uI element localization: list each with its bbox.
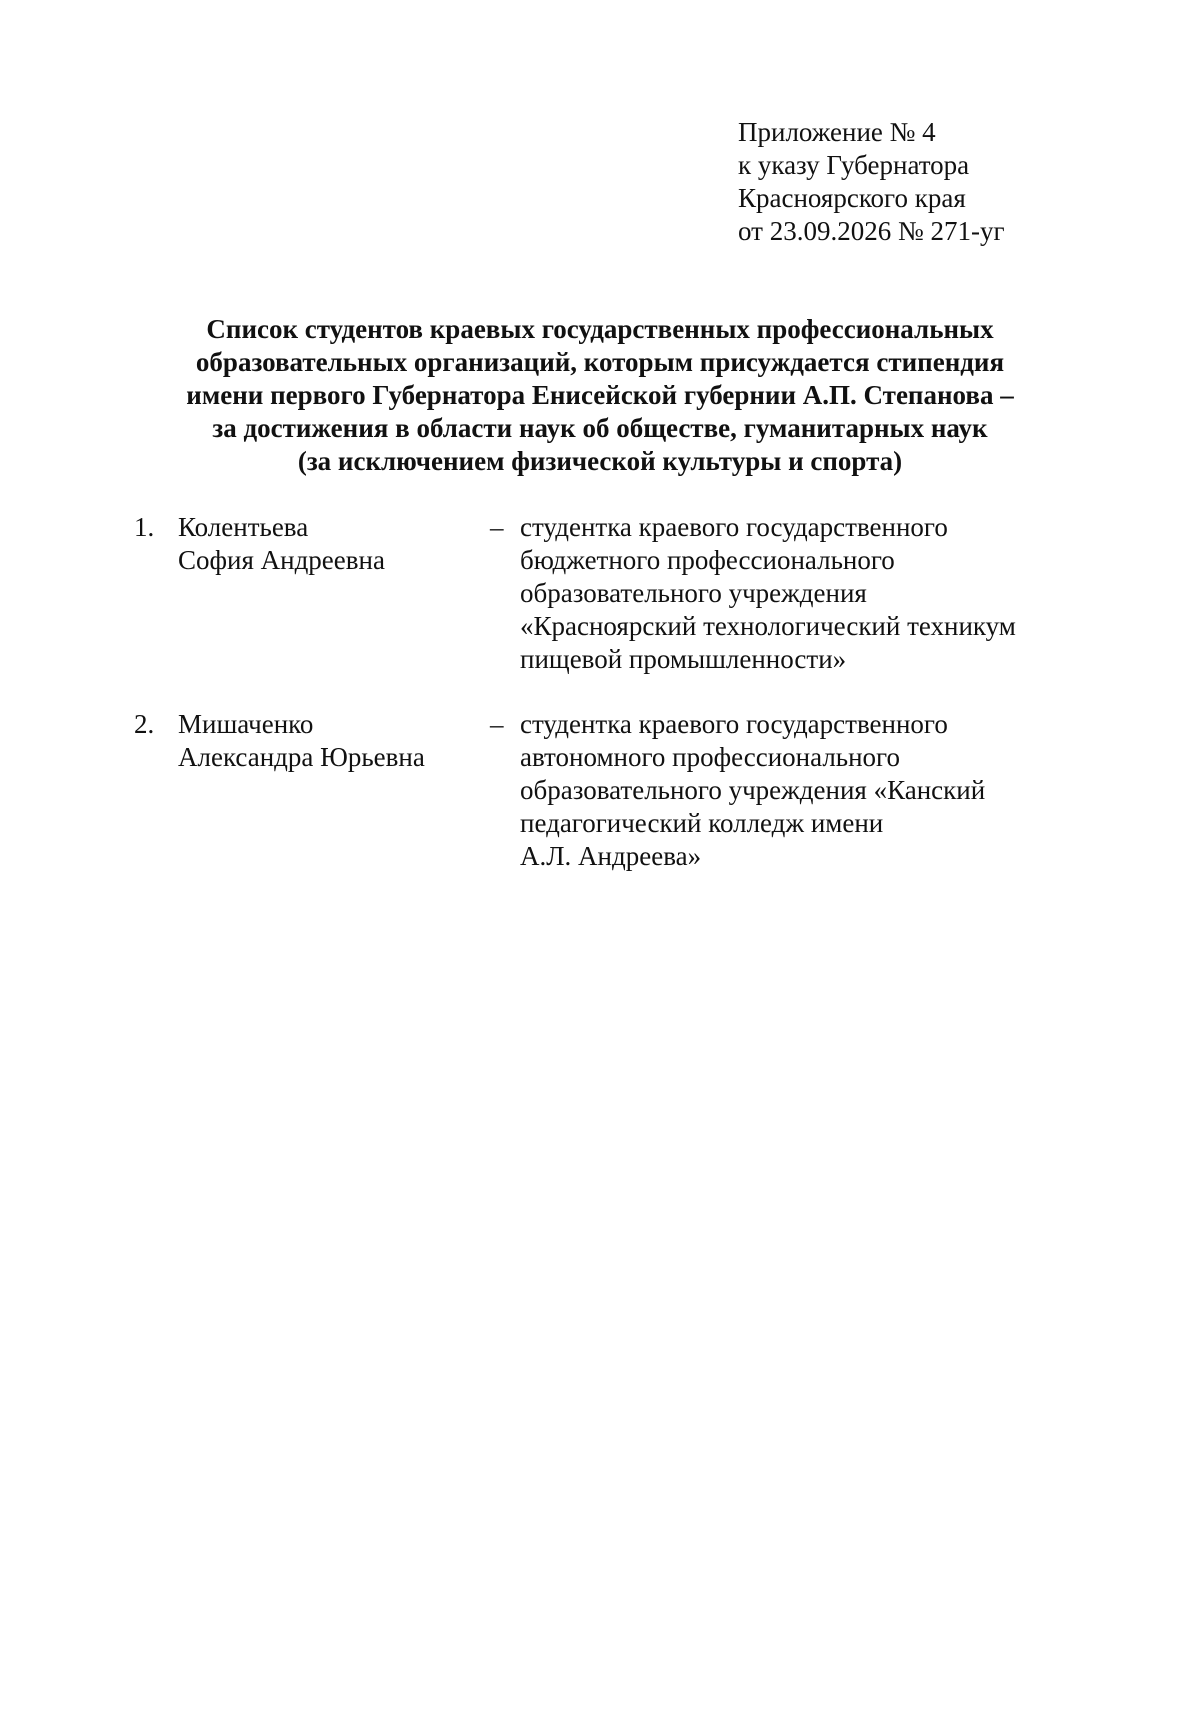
title-line: (за исключением физической культуры и спорта)	[297, 446, 903, 476]
appendix-line: от 23.09.2026 № 271-уг	[738, 216, 1005, 246]
entry-dash: –	[490, 512, 504, 542]
title-line: Список студентов краевых государственных профессиональных	[206, 314, 994, 344]
student-name	[178, 708, 478, 774]
description-line: педагогический колледж имени	[520, 808, 884, 838]
student-description	[520, 511, 1080, 676]
title-line: имени первого Губернатора Енисейской губернии А.П. Степанова –	[186, 380, 1014, 410]
student-name	[178, 511, 478, 577]
description-line: «Красноярский технологический техникум	[520, 611, 1016, 641]
appendix-line: Красноярского края	[738, 183, 966, 213]
description-line: образовательного учреждения «Канский	[520, 775, 986, 805]
description-line: пищевой промышленности»	[520, 644, 847, 674]
student-given-names: София Андреевна	[178, 545, 385, 575]
title-line: за достижения в области наук об обществе, гуманитарных наук	[212, 413, 988, 443]
student-surname: Колентьева	[178, 512, 309, 542]
description-line: бюджетного профессионального	[520, 545, 895, 575]
student-entry	[0, 708, 1200, 873]
title-line: образовательных организаций, которым присуждается стипендия	[195, 347, 1005, 377]
description-line: автономного профессионального	[520, 742, 900, 772]
description-line: студентка краевого государственного	[520, 709, 948, 739]
entry-number: 1.	[134, 512, 155, 542]
appendix-header	[738, 116, 1005, 248]
description-line: А.Л. Андреева»	[520, 841, 702, 871]
student-entry	[0, 511, 1200, 676]
appendix-line: к указу Губернатора	[738, 150, 970, 180]
entry-number: 2.	[134, 709, 155, 739]
student-surname: Мишаченко	[178, 709, 314, 739]
student-given-names: Александра Юрьевна	[178, 742, 425, 772]
description-line: студентка краевого государственного	[520, 512, 948, 542]
student-list	[0, 511, 1200, 905]
description-line: образовательного учреждения	[520, 578, 867, 608]
document-title	[150, 313, 1050, 478]
entry-dash: –	[490, 709, 504, 739]
student-description	[520, 708, 1080, 873]
appendix-line: Приложение № 4	[738, 117, 936, 147]
